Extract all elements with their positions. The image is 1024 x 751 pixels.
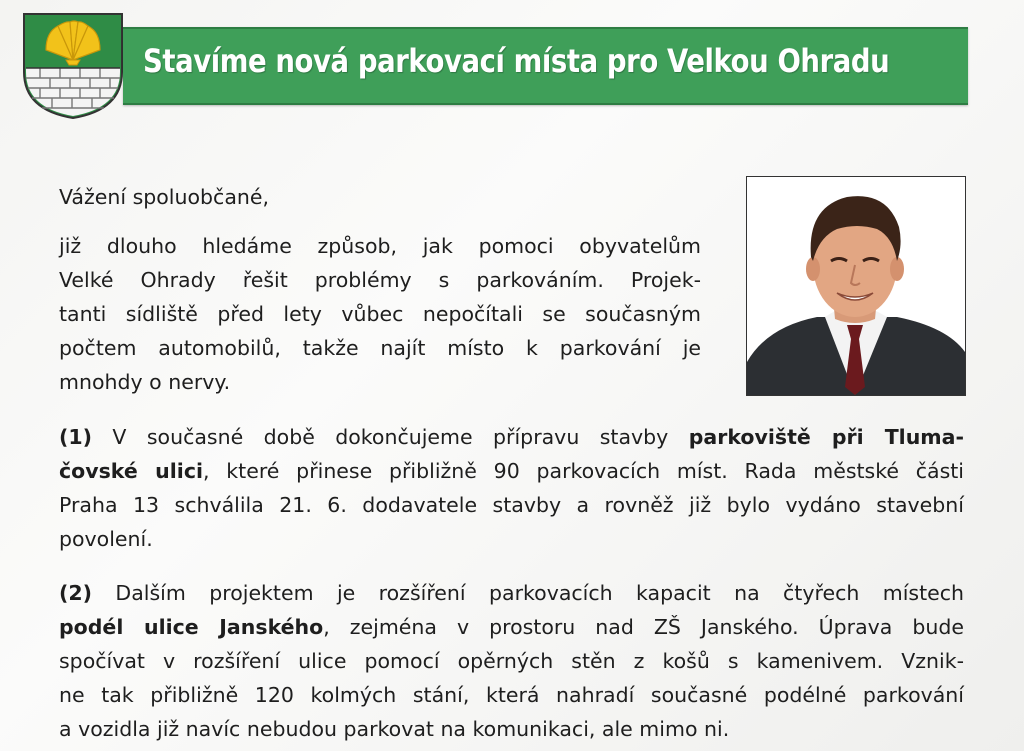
intro-line-3: tanti sídliště před lety vůbec nepočítali se současným	[59, 302, 701, 326]
p2-line-1	[59, 576, 964, 610]
p2-number: (2)	[59, 581, 93, 605]
p2-line-3: spočívat v rozšíření ulice pomocí opěrných stěn z košů s kamenivem. Vznik-	[59, 649, 964, 673]
intro-line-5: mnohdy o nervy.	[59, 370, 231, 394]
p1-line-3: Praha 13 schválila 21. 6. dodavatele stavby a rovněž již bylo vydáno stavební	[59, 493, 964, 517]
p2-text-2: , zejména v prostoru nad ZŠ Janského. Úprava bude	[323, 615, 964, 639]
p2-line-4: ne tak přibližně 120 kolmých stání, která nahradí současné podélné parkování	[59, 683, 964, 707]
intro-line-2: Velké Ohrady řešit problémy s parkováním. Projek-	[59, 268, 701, 292]
intro-line-1: již dlouho hledáme způsob, jak pomoci obyvatelům	[59, 234, 701, 258]
p2-text-1: Dalším projektem je rozšíření parkovacích kapacit na čtyřech místech	[92, 581, 964, 605]
p1-number: (1)	[59, 425, 93, 449]
p1-line-2	[59, 454, 964, 488]
p1-line-4: povolení.	[59, 527, 153, 551]
title-banner	[123, 27, 968, 105]
intro-line-4: počtem automobilů, takže najít místo k parkování je	[59, 336, 701, 360]
p1-text-1: V současné době dokončujeme přípravu stavby	[92, 425, 689, 449]
p1-bold-2: čovské ulici	[59, 459, 204, 483]
p1-line-1	[59, 420, 964, 454]
coat-of-arms-icon	[22, 12, 124, 120]
p1-text-2: , které přinese přibližně 90 parkovacích míst. Rada městské části	[203, 459, 964, 483]
p2-bold-1: podél ulice Janského	[59, 615, 324, 639]
p2-line-5: a vozidla již navíc nebudou parkovat na komunikaci, ale mimo ni.	[59, 717, 730, 741]
page-title: Stavíme nová parkovací místa pro Velkou Ohradu	[143, 42, 890, 80]
greeting: Vážení spoluobčané,	[59, 185, 270, 209]
portrait-photo	[746, 176, 966, 396]
p1-bold-1: parkoviště při Tluma-	[688, 425, 964, 449]
p2-line-2	[59, 610, 964, 644]
